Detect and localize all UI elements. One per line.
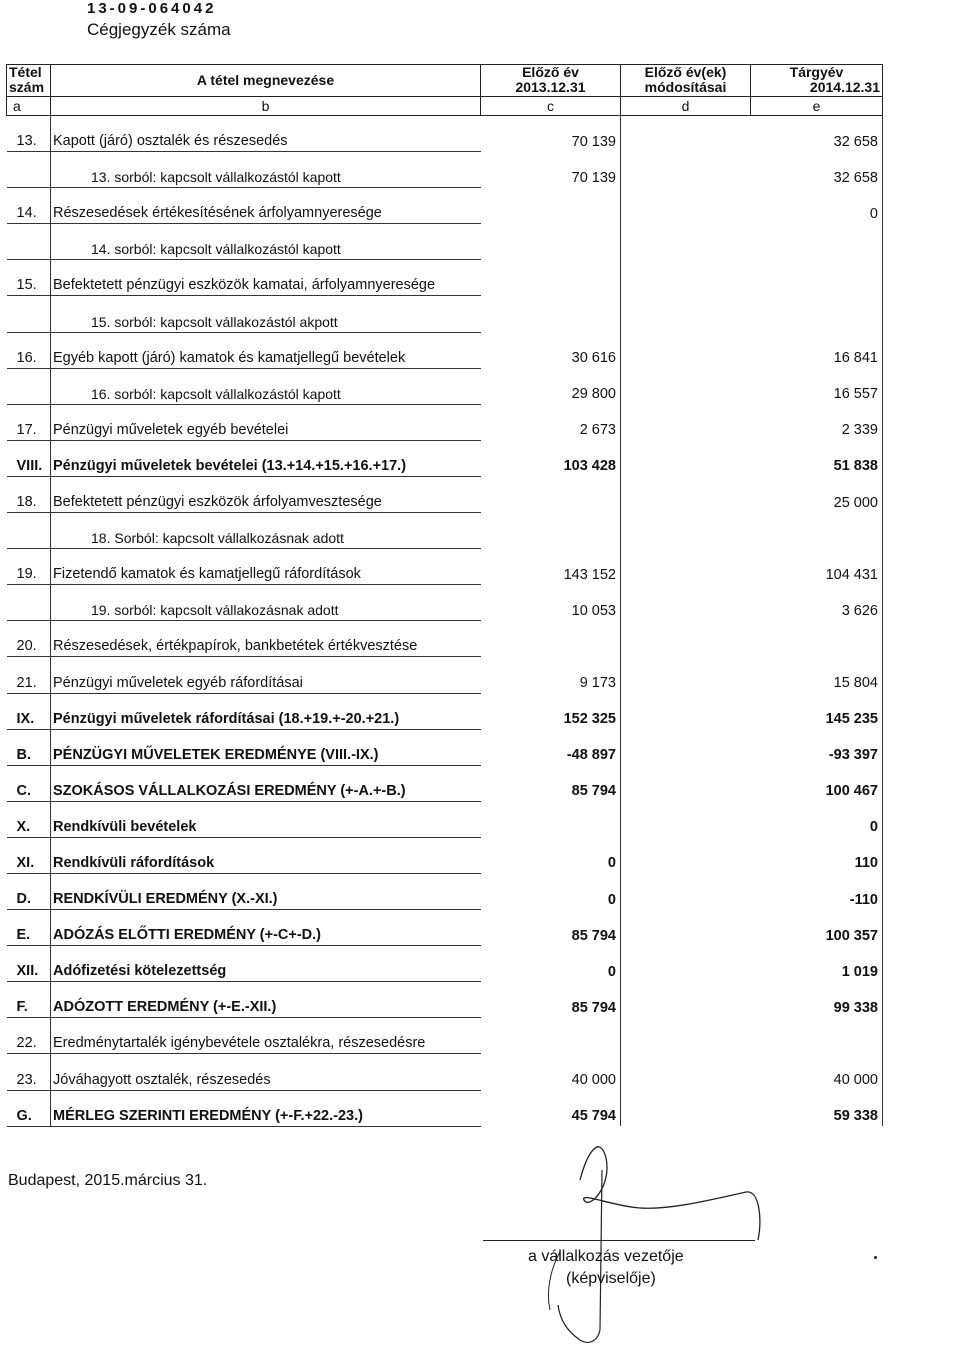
table-row [7, 657, 883, 693]
row-current-year: 104 431 [751, 549, 883, 585]
row-current-year [751, 260, 883, 296]
row-modification [621, 224, 751, 260]
row-id: XI. [7, 837, 51, 873]
table-row [7, 368, 883, 404]
row-modification [621, 946, 751, 982]
table-row [7, 440, 883, 476]
row-id [7, 224, 51, 260]
col-header-mod [621, 65, 751, 97]
row-name: Kapott (járó) osztalék és részesedés [51, 116, 481, 152]
place-and-date: Budapest, 2015.március 31. [8, 1172, 208, 1189]
row-name: 14. sorból: kapcsolt vállalkozástól kapott [51, 224, 481, 260]
row-prev-year [481, 188, 621, 224]
row-modification [621, 585, 751, 621]
row-modification [621, 729, 751, 765]
table-row [7, 224, 883, 260]
row-current-year: 100 467 [751, 765, 883, 801]
table-row [7, 332, 883, 368]
table-row [7, 260, 883, 296]
table-row [7, 1018, 883, 1054]
col-header-id [7, 65, 51, 97]
row-modification [621, 332, 751, 368]
row-name: RENDKÍVÜLI EREDMÉNY (X.-XI.) [51, 873, 481, 909]
row-id: F. [7, 982, 51, 1018]
income-statement-table [6, 64, 883, 1127]
col-letter-d: d [621, 97, 751, 116]
row-prev-year [481, 801, 621, 837]
table-row [7, 873, 883, 909]
signature-line [483, 1240, 755, 1241]
row-name: ADÓZÁS ELŐTTI EREDMÉNY (+-C+-D.) [51, 910, 481, 946]
column-letters-row [7, 97, 883, 116]
row-current-year: 2 339 [751, 404, 883, 440]
row-modification [621, 910, 751, 946]
row-id: 17. [7, 404, 51, 440]
registry-number: 13-09-064042 [87, 0, 217, 17]
row-name: Befektetett pénzügyi eszközök kamatai, árfolyamnyeresége [51, 260, 481, 296]
table-header-row [7, 65, 883, 97]
table-row [7, 116, 883, 152]
row-current-year: 16 557 [751, 368, 883, 404]
signatory-subtitle: (képviselője) [566, 1270, 656, 1287]
row-prev-year: 0 [481, 946, 621, 982]
row-current-year: 40 000 [751, 1054, 883, 1090]
row-current-year: 0 [751, 801, 883, 837]
row-id: 23. [7, 1054, 51, 1090]
row-modification [621, 1054, 751, 1090]
row-modification [621, 296, 751, 332]
stray-mark [874, 1256, 877, 1259]
col-letter-c: c [481, 97, 621, 116]
row-current-year [751, 513, 883, 549]
col-header-mod-line1: Előző év(ek) [644, 64, 727, 80]
row-modification [621, 873, 751, 909]
row-current-year [751, 296, 883, 332]
row-current-year: 16 841 [751, 332, 883, 368]
row-id: C. [7, 765, 51, 801]
table-row [7, 476, 883, 512]
row-current-year: 32 658 [751, 116, 883, 152]
row-name: 13. sorból: kapcsolt vállalkozástól kapott [51, 152, 481, 188]
col-header-cur-line1: Tárgyév [789, 64, 844, 80]
row-id: G. [7, 1090, 51, 1126]
row-modification [621, 549, 751, 585]
col-header-prev-line2: 2013.12.31 [515, 79, 586, 95]
row-name: Rendkívüli ráfordítások [51, 837, 481, 873]
col-header-name [51, 65, 481, 97]
row-prev-year [481, 621, 621, 657]
table-row [7, 801, 883, 837]
row-prev-year: 0 [481, 837, 621, 873]
row-modification [621, 621, 751, 657]
table-row [7, 188, 883, 224]
table-row [7, 549, 883, 585]
row-prev-year: 143 152 [481, 549, 621, 585]
row-prev-year: 2 673 [481, 404, 621, 440]
row-id: X. [7, 801, 51, 837]
table-row [7, 765, 883, 801]
row-prev-year: 103 428 [481, 440, 621, 476]
row-name: 18. Sorból: kapcsolt vállalkozásnak adott [51, 513, 481, 549]
row-modification [621, 693, 751, 729]
row-name: MÉRLEG SZERINTI EREDMÉNY (+-F.+22.-23.) [51, 1090, 481, 1126]
row-modification [621, 837, 751, 873]
row-name: Rendkívüli bevételek [51, 801, 481, 837]
row-name: Részesedések értékesítésének árfolyamnyeresége [51, 188, 481, 224]
row-name: 15. sorból: kapcsolt vállakozástól akpott [51, 296, 481, 332]
table-body [7, 116, 883, 1127]
row-current-year: 32 658 [751, 152, 883, 188]
row-current-year: 0 [751, 188, 883, 224]
row-current-year [751, 621, 883, 657]
row-id [7, 296, 51, 332]
row-current-year: 1 019 [751, 946, 883, 982]
col-header-mod-line2: módosításai [644, 79, 727, 95]
row-prev-year: -48 897 [481, 729, 621, 765]
table-row [7, 693, 883, 729]
row-name: Pénzügyi műveletek egyéb bevételei [51, 404, 481, 440]
row-prev-year: 85 794 [481, 982, 621, 1018]
table-row [7, 404, 883, 440]
row-modification [621, 404, 751, 440]
row-prev-year: 40 000 [481, 1054, 621, 1090]
row-current-year: 51 838 [751, 440, 883, 476]
row-modification [621, 188, 751, 224]
row-current-year: -93 397 [751, 729, 883, 765]
row-name: SZOKÁSOS VÁLLALKOZÁSI EREDMÉNY (+-A.+-B.) [51, 765, 481, 801]
table-row [7, 585, 883, 621]
row-name: Fizetendő kamatok és kamatjellegű ráfordítások [51, 549, 481, 585]
row-current-year: 145 235 [751, 693, 883, 729]
row-name: Egyéb kapott (járó) kamatok és kamatjellegű bevételek [51, 332, 481, 368]
row-prev-year [481, 296, 621, 332]
row-name: Adófizetési kötelezettség [51, 946, 481, 982]
row-prev-year [481, 1018, 621, 1054]
row-current-year: 110 [751, 837, 883, 873]
row-current-year [751, 1018, 883, 1054]
row-name: Jóváhagyott osztalék, részesedés [51, 1054, 481, 1090]
col-header-cur-line2: 2014.12.31 [809, 79, 880, 95]
row-id: E. [7, 910, 51, 946]
row-prev-year [481, 513, 621, 549]
signatory-title: a vállalkozás vezetője [528, 1248, 684, 1265]
row-prev-year [481, 476, 621, 512]
row-prev-year: 85 794 [481, 765, 621, 801]
table-row [7, 1054, 883, 1090]
table-row [7, 946, 883, 982]
row-id: 21. [7, 657, 51, 693]
row-prev-year: 9 173 [481, 657, 621, 693]
col-letter-b: b [51, 97, 481, 116]
col-header-prev-line1: Előző év [522, 64, 579, 80]
col-letter-a: a [7, 97, 51, 116]
row-prev-year: 0 [481, 873, 621, 909]
row-name: Részesedések, értékpapírok, bankbetétek értékvesztése [51, 621, 481, 657]
row-prev-year [481, 260, 621, 296]
row-prev-year: 45 794 [481, 1090, 621, 1126]
row-prev-year: 10 053 [481, 585, 621, 621]
table-row [7, 621, 883, 657]
row-id: VIII. [7, 440, 51, 476]
row-prev-year: 85 794 [481, 910, 621, 946]
row-current-year: -110 [751, 873, 883, 909]
row-prev-year [481, 224, 621, 260]
row-id: B. [7, 729, 51, 765]
row-prev-year: 152 325 [481, 693, 621, 729]
row-name: Befektetett pénzügyi eszközök árfolyamvesztesége [51, 476, 481, 512]
row-prev-year: 70 139 [481, 116, 621, 152]
row-id: 14. [7, 188, 51, 224]
row-id [7, 368, 51, 404]
row-prev-year: 70 139 [481, 152, 621, 188]
table-row [7, 837, 883, 873]
row-current-year: 3 626 [751, 585, 883, 621]
row-name: Pénzügyi műveletek ráfordításai (18.+19.+-20.+21.) [51, 693, 481, 729]
row-modification [621, 657, 751, 693]
row-name: Pénzügyi műveletek bevételei (13.+14.+15.+16.+17.) [51, 440, 481, 476]
row-id: 19. [7, 549, 51, 585]
table-row [7, 513, 883, 549]
table-row [7, 729, 883, 765]
row-modification [621, 152, 751, 188]
col-header-id-line2: szám [9, 79, 45, 95]
row-name: Eredménytartalék igénybevétele osztalékra, részesedésre [51, 1018, 481, 1054]
row-modification [621, 1090, 751, 1126]
row-modification [621, 368, 751, 404]
row-current-year: 100 357 [751, 910, 883, 946]
row-id: XII. [7, 946, 51, 982]
registry-label: Cégjegyzék száma [87, 20, 231, 39]
row-name: 19. sorból: kapcsolt vállakozásnak adott [51, 585, 481, 621]
row-modification [621, 513, 751, 549]
col-header-cur [751, 65, 883, 97]
row-current-year: 15 804 [751, 657, 883, 693]
table-row [7, 1090, 883, 1126]
row-id: D. [7, 873, 51, 909]
col-header-name-label: A tétel megnevezése [196, 71, 335, 88]
row-prev-year: 29 800 [481, 368, 621, 404]
row-id [7, 585, 51, 621]
row-current-year: 59 338 [751, 1090, 883, 1126]
row-modification [621, 801, 751, 837]
row-name: 16. sorból: kapcsolt vállalkozástól kapott [51, 368, 481, 404]
row-id: 18. [7, 476, 51, 512]
row-modification [621, 1018, 751, 1054]
row-id: 20. [7, 621, 51, 657]
row-modification [621, 116, 751, 152]
row-modification [621, 982, 751, 1018]
row-current-year [751, 224, 883, 260]
row-modification [621, 440, 751, 476]
table-row [7, 152, 883, 188]
row-current-year: 25 000 [751, 476, 883, 512]
row-modification [621, 260, 751, 296]
col-letter-e: e [751, 97, 883, 116]
row-name: Pénzügyi műveletek egyéb ráfordításai [51, 657, 481, 693]
row-prev-year: 30 616 [481, 332, 621, 368]
row-id [7, 152, 51, 188]
row-id: 16. [7, 332, 51, 368]
row-modification [621, 476, 751, 512]
row-id: 15. [7, 260, 51, 296]
row-id: IX. [7, 693, 51, 729]
table-row [7, 910, 883, 946]
row-modification [621, 765, 751, 801]
row-id: 13. [7, 116, 51, 152]
row-id [7, 513, 51, 549]
signature-scribble [520, 1140, 780, 1350]
row-name: PÉNZÜGYI MŰVELETEK EREDMÉNYE (VIII.-IX.) [51, 729, 481, 765]
table-row [7, 296, 883, 332]
table-row [7, 982, 883, 1018]
row-current-year: 99 338 [751, 982, 883, 1018]
col-header-id-line1: Tétel [9, 64, 42, 80]
row-id: 22. [7, 1018, 51, 1054]
row-name: ADÓZOTT EREDMÉNY (+-E.-XII.) [51, 982, 481, 1018]
col-header-prev [481, 65, 621, 97]
